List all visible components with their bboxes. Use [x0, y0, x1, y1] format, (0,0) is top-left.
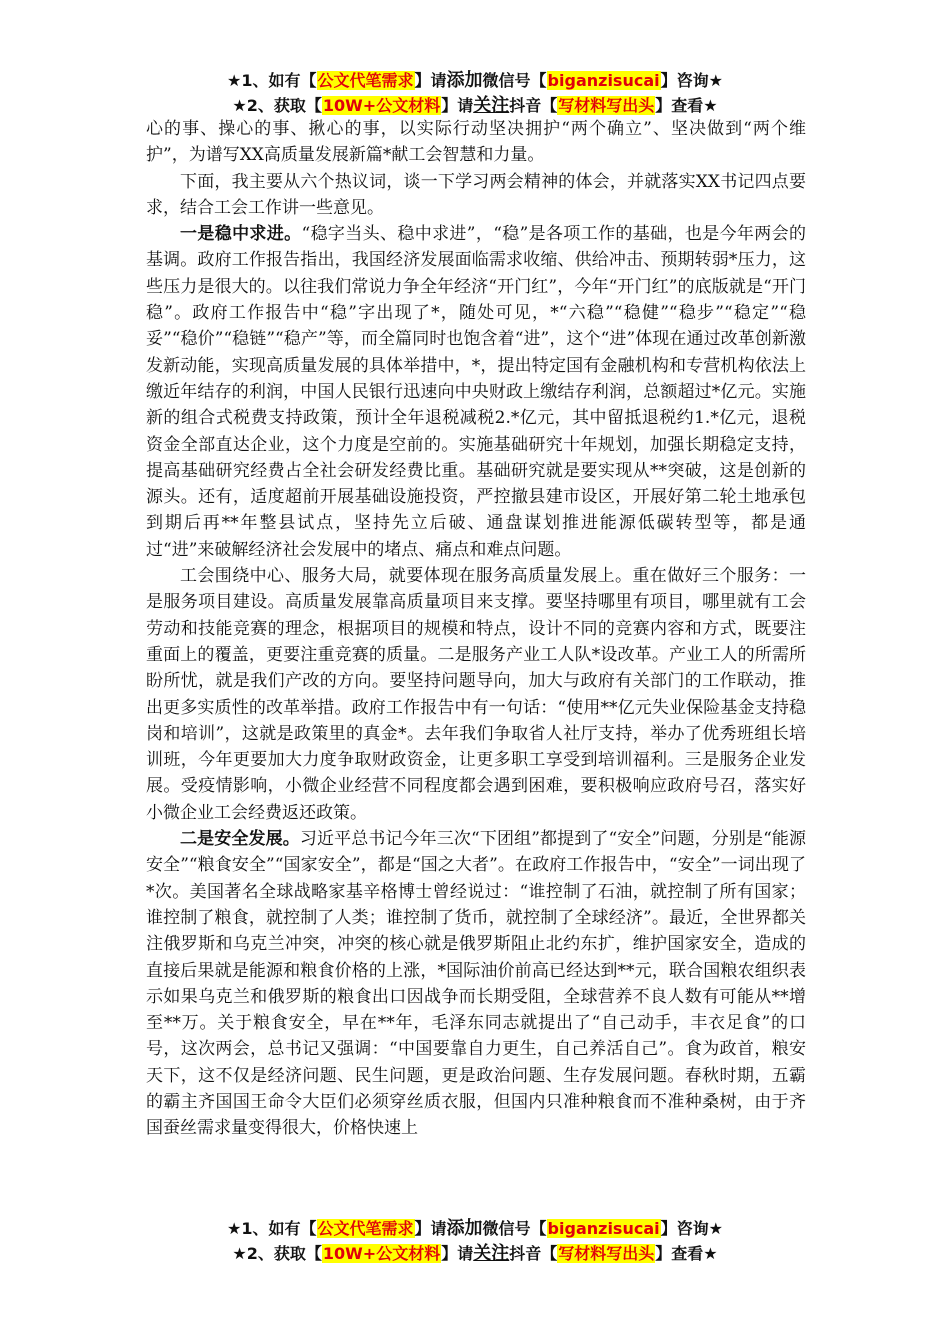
highlight-materials: 10W+公文材料: [322, 96, 441, 115]
promo-line-2: [0, 1241, 950, 1266]
highlight-wechat-id: biganzisucai: [547, 1219, 660, 1238]
promo-line-1: [0, 68, 950, 93]
paragraph-lead: 二是安全发展。: [180, 829, 300, 850]
paragraph-text: 心的事、操心的事、揪心的事，以实际行动坚决拥护“两个确立”、坚决做到“两个维护”，为谱写XX高质量发展新篇*献工会智慧和力量。: [146, 119, 806, 166]
paragraph: [146, 563, 806, 826]
promo-text: 】请: [414, 71, 447, 90]
promo-text: 抖音【: [509, 1244, 558, 1263]
promo-banner-top: [0, 68, 950, 118]
promo-text: ★1、如有【: [227, 71, 317, 90]
highlight-douyin-account: 写材料写出头: [558, 96, 655, 115]
promo-text: 抖音【: [509, 96, 558, 115]
highlight-ghostwriting: 公文代笔需求: [317, 1219, 414, 1238]
promo-text: 】咨询★: [660, 1219, 723, 1238]
promo-text: ★1、如有【: [227, 1219, 317, 1238]
paragraph: [146, 221, 806, 563]
paragraph-text: 下面，我主要从六个热议词，谈一下学习两会精神的体会，并就落实XX书记四点要求，结合工会工作讲一些意见。: [146, 171, 806, 218]
paragraph-text: 习近平总书记今年三次“下团组”都提到了“安全”问题，分别是“能源安全”“粮食安全”“国家安全”，都是“国之大者”。在政府工作报告中，“安全”一词出现了*次。美国著名全球战略家基辛格博士曾经说过：“谁控制了石油，就控制了所有国家；谁控制了粮食，就控制了人类；谁控制了货币，就控制了全球经济”。最近，全世界都关注俄罗斯和乌克兰冲突，冲突的核心就是俄罗斯阻止北约东扩，维护国家安全，造成的直接后果就是能源和粮食价格的上涨，*国际油价前高已经达到**元，联合国粮农组织表示如果乌克兰和俄罗斯的粮食出口因战争而长期受阻，全球营养不良人数有可能从**增至**万。关于粮食安全，早在**年，毛泽东同志就提出了“自己动手，丰衣足食”的口号，这次两会，总书记又强调：“中国要靠自力更生，自己养活自己”。食为政首，粮安天下，这不仅是经济问题、民生问题，更是政治问题、生存发展问题。春秋时期，五霸的霸主齐国国王命令大臣们必须穿丝质衣服，但国内只准种粮食而不准种桑树，由于齐国蚕丝需求量变得很大，价格快速上: [146, 829, 806, 1139]
highlight-wechat-id: biganzisucai: [547, 71, 660, 90]
paragraph: [146, 169, 806, 222]
promo-text: 】咨询★: [660, 71, 723, 90]
paragraph: [146, 116, 806, 169]
promo-text: 】查看★: [655, 96, 718, 115]
promo-emphasis: 添加: [446, 1218, 483, 1239]
promo-text: 】请: [441, 96, 474, 115]
promo-text: 】请: [414, 1219, 447, 1238]
promo-emphasis: 关注: [473, 95, 510, 116]
paragraph-text: “稳字当头、稳中求进”，“稳”是各项工作的基础，也是今年两会的基调。政府工作报告指出，我国经济发展面临需求收缩、供给冲击、预期转弱*压力，这些压力是很大的。以往我们常说力争全年经济“开门红”，今年“开门红”的底版就是“开门稳”。政府工作报告中“稳”字出现了*，随处可见，*“六稳”“稳健”“稳步”“稳定”“稳妥”“稳价”“稳链”“稳产”等，而全篇同时也饱含着“进”，这个“进”体现在通过改革创新激发新动能，实现高质量发展的具体举措中，*，提出特定国有金融机构和专营机构依法上缴近年结存的利润，中国人民银行迅速向中央财政上缴结存利润，总额超过*亿元。实施新的组合式税费支持政策，预计全年退税减税2.*亿元，其中留抵退税约1.*亿元，退税资金全部直达企业，这个力度是空前的。实施基础研究十年规划，加强长期稳定支持，提高基础研究经费占全社会研发经费比重。基础研究就是要实现从**突破，这是创新的源头。还有，适度超前开展基础设施投资，严控撤县建市设区，开展好第二轮土地承包到期后再**年整县试点，坚持先立后破、通盘谋划推进能源低碳转型等，都是通过“进”来破解经济社会发展中的堵点、痛点和难点问题。: [146, 224, 807, 560]
promo-text: 微信号【: [482, 1219, 547, 1238]
highlight-materials: 10W+公文材料: [322, 1244, 441, 1263]
promo-text: ★2、获取【: [232, 96, 322, 115]
promo-text: 微信号【: [482, 71, 547, 90]
highlight-ghostwriting: 公文代笔需求: [317, 71, 414, 90]
promo-text: ★2、获取【: [232, 1244, 322, 1263]
promo-emphasis: 关注: [473, 1243, 510, 1264]
promo-line-2: [0, 93, 950, 118]
paragraph-lead: 一是稳中求进。: [180, 224, 302, 245]
paragraph: [146, 826, 806, 1142]
promo-banner-bottom: [0, 1216, 950, 1266]
promo-emphasis: 添加: [446, 70, 483, 91]
promo-text: 】请: [441, 1244, 474, 1263]
highlight-douyin-account: 写材料写出头: [558, 1244, 655, 1263]
promo-line-1: [0, 1216, 950, 1241]
promo-text: 】查看★: [655, 1244, 718, 1263]
paragraph-text: 工会围绕中心、服务大局，就要体现在服务高质量发展上。重在做好三个服务：一是服务项目建设。高质量发展靠高质量项目来支撑。要坚持哪里有项目，哪里就有工会劳动和技能竞赛的理念，根据项目的规模和特点，设计不同的竞赛内容和方式，既要注重面上的覆盖，更要注重竞赛的质量。二是服务产业工人队*设改革。产业工人的所需所盼所忧，就是我们产改的方向。要坚持问题导向，加大与政府有关部门的工作联动，推出更多实质性的改革举措。政府工作报告中有一句话：“使用**亿元失业保险基金支持稳岗和培训”，这就是政策里的真金*。去年我们争取省人社厅支持，举办了优秀班组长培训班，今年更要加大力度争取财政资金，让更多职工享受到培训福利。三是服务企业发展。受疫情影响，小微企业经营不同程度都会遇到困难，要积极响应政府号召，落实好小微企业工会经费返还政策。: [146, 566, 806, 823]
document-body: [146, 116, 806, 1142]
